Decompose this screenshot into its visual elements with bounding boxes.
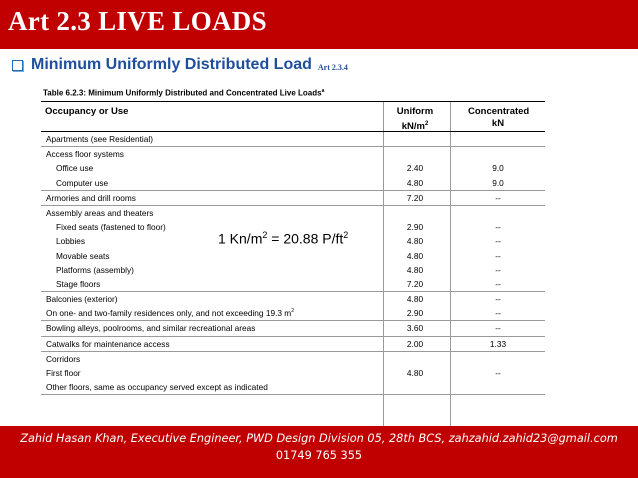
table-row [41, 277, 545, 291]
occupancy-text: Fixed seats (fastened to floor) [56, 222, 166, 233]
header-uniform [389, 106, 441, 133]
uniform-load-cell: 4.80 [406, 368, 424, 378]
uniform-load-cell: 4.80 [406, 177, 424, 188]
table-row [41, 132, 545, 146]
subtitle: Minimum Uniformly Distributed Load [31, 56, 312, 73]
uniform-load-cell: 2.90 [406, 222, 424, 233]
occupancy-cell [56, 251, 110, 261]
occupancy-cell [56, 178, 108, 188]
unit-conversion-note [218, 230, 348, 247]
footer-author-line: Zahid Hasan Khan, Executive Engineer, PWD Design Division 05, 28th BCS, zahzahid.zahid23@gmail.com [20, 432, 618, 445]
table-row [41, 337, 545, 351]
occupancy-superscript: 2 [291, 308, 294, 315]
table-row [41, 366, 545, 380]
occupancy-cell [56, 265, 134, 275]
table-row-group [41, 321, 545, 336]
table-caption-text: Table 6.2.3: Minimum Uniformly Distributed and Concentrated Live Loads [43, 88, 322, 98]
uniform-load-cell: 2.90 [406, 308, 424, 319]
uniform-load-cell: 2.40 [406, 163, 424, 174]
occupancy-text: Movable seats [56, 250, 110, 261]
table-row [41, 191, 545, 205]
occupancy-cell [56, 163, 93, 173]
concentrated-load-cell: 9.0 [492, 163, 504, 174]
uniform-load-cell: 2.00 [406, 338, 424, 349]
table-row [41, 206, 545, 220]
table-row-group [41, 352, 545, 396]
table-row [41, 176, 545, 190]
table-row [41, 352, 545, 366]
concentrated-load-cell: -- [495, 264, 501, 275]
table-row-group [41, 147, 545, 191]
concentrated-load-cell: 9.0 [492, 177, 504, 188]
table-row [41, 380, 545, 394]
table-row [41, 147, 545, 161]
table-body [41, 132, 545, 395]
occupancy-text: Corridors [46, 353, 81, 364]
conversion-left: 1 Kn/m [218, 230, 263, 247]
occupancy-cell [46, 149, 124, 159]
conversion-middle: = 20.88 P/ft [267, 230, 344, 247]
header-concentrated-unit: kN [491, 118, 505, 129]
live-load-table [41, 101, 545, 395]
occupancy-text: Other floors, same as occupancy served except as indicated [46, 382, 268, 393]
uniform-load-cell: 4.80 [406, 250, 424, 261]
occupancy-text: First floor [46, 368, 81, 378]
conversion-left-exp: 2 [262, 230, 268, 240]
occupancy-cell [46, 382, 268, 392]
uniform-load-cell: 4.80 [406, 236, 424, 247]
footer-bar [0, 426, 638, 478]
table-header [41, 102, 545, 132]
occupancy-text: Stage floors [56, 278, 101, 289]
table-row-group [41, 132, 545, 147]
occupancy-cell [46, 339, 170, 349]
occupancy-text: Computer use [56, 177, 109, 188]
concentrated-load-cell: -- [495, 192, 501, 203]
table-caption [43, 88, 324, 98]
conversion-right-exp: 2 [343, 230, 349, 240]
occupancy-text: Armories and drill rooms [46, 192, 136, 203]
table-row [41, 321, 545, 335]
table-row [41, 161, 545, 175]
uniform-load-cell: 7.20 [406, 278, 424, 289]
concentrated-load-cell: -- [495, 294, 501, 305]
concentrated-load-cell: -- [495, 222, 501, 233]
concentrated-load-cell: -- [495, 308, 501, 319]
occupancy-text: Balconies (exterior) [46, 294, 118, 305]
header-uniform-unit: kN/m [401, 121, 425, 133]
title-bar [0, 0, 638, 49]
header-occupancy: Occupancy or Use [45, 106, 129, 117]
header-concentrated [468, 106, 528, 130]
occupancy-text: Assembly areas and theaters [46, 207, 154, 218]
table-row-group [41, 206, 545, 292]
occupancy-cell [46, 323, 255, 333]
subtitle-row [12, 56, 348, 74]
occupancy-text: Bowling alleys, poolrooms, and similar recreational areas [46, 323, 256, 334]
table-row [41, 292, 545, 306]
concentrated-load-cell: -- [495, 323, 501, 334]
occupancy-cell [46, 193, 136, 203]
occupancy-cell [46, 354, 80, 364]
occupancy-cell [56, 236, 85, 246]
uniform-load-cell: 4.80 [406, 294, 424, 305]
table-row [41, 249, 545, 263]
subtitle-reference: Art 2.3.4 [317, 63, 348, 72]
square-bullet-icon [12, 60, 23, 71]
occupancy-cell [46, 368, 81, 378]
table-row [41, 263, 545, 277]
occupancy-text: On one- and two-family residences only, and not exceeding 19.3 m [46, 308, 292, 319]
occupancy-cell [46, 134, 153, 144]
occupancy-text: Platforms (assembly) [56, 264, 134, 275]
concentrated-load-cell: -- [495, 368, 501, 378]
header-concentrated-label: Concentrated [468, 106, 530, 117]
occupancy-text: Apartments (see Residential) [46, 134, 153, 144]
concentrated-load-cell: -- [495, 278, 501, 289]
table-row [41, 306, 545, 320]
occupancy-cell [56, 222, 166, 232]
concentrated-load-cell: -- [495, 236, 501, 247]
table-row-group [41, 292, 545, 321]
header-uniform-label: Uniform [396, 106, 434, 117]
occupancy-text: Lobbies [56, 236, 86, 247]
table-caption-note: a [321, 88, 325, 94]
concentrated-load-cell: 1.33 [489, 338, 507, 349]
footer-phone: 01749 765 355 [275, 449, 363, 462]
occupancy-cell [46, 294, 117, 304]
occupancy-cell [46, 208, 153, 218]
table-row-group [41, 191, 545, 206]
concentrated-load-cell: -- [495, 250, 501, 261]
uniform-load-cell: 7.20 [406, 192, 424, 203]
slide-title: Art 2.3 LIVE LOADS [8, 6, 267, 36]
table-row-group [41, 337, 545, 352]
occupancy-text: Catwalks for maintenance access [46, 338, 170, 349]
header-uniform-unit-exp: 2 [424, 121, 429, 127]
uniform-load-cell: 3.60 [406, 323, 424, 334]
occupancy-cell [56, 279, 100, 289]
occupancy-cell [46, 308, 294, 318]
uniform-load-cell: 4.80 [406, 264, 424, 275]
occupancy-text: Access floor systems [46, 149, 124, 160]
occupancy-text: Office use [56, 163, 94, 174]
